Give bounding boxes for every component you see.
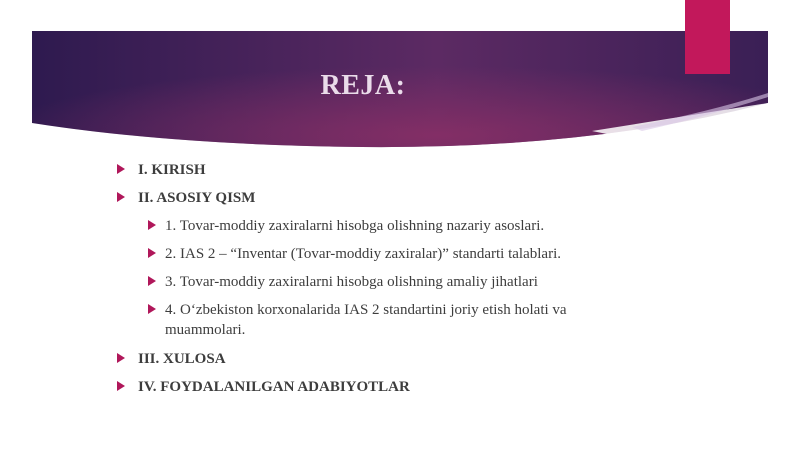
triangle-bullet-icon xyxy=(148,248,156,258)
outline-item-text: I. KIRISH xyxy=(138,162,206,178)
outline-item xyxy=(117,160,206,180)
triangle-bullet-icon xyxy=(148,220,156,230)
triangle-bullet-icon xyxy=(148,276,156,286)
outline-item-text: II. ASOSIY QISM xyxy=(138,190,256,206)
outline-item-text: III. XULOSA xyxy=(138,351,226,367)
outline-item-text: 4. O‘zbekiston korxonalarida IAS 2 standartini joriy etish holati va muammolari. xyxy=(165,302,567,338)
triangle-bullet-icon xyxy=(117,353,125,363)
slide-title: REJA: xyxy=(320,70,406,101)
outline-item-text: 1. Tovar-moddiy zaxiralarni hisobga olishning nazariy asoslari. xyxy=(165,218,545,234)
outline-subitem xyxy=(148,300,628,340)
outline-item-text: 3. Tovar-moddiy zaxiralarni hisobga olishning amaliy jihatlari xyxy=(165,274,538,290)
outline-item-text: 2. IAS 2 – “Inventar (Tovar-moddiy zaxiralar)” standarti talablari. xyxy=(165,246,561,262)
triangle-bullet-icon xyxy=(117,381,125,391)
outline-subitem xyxy=(148,272,628,292)
outline-subitem xyxy=(148,216,628,236)
outline-item-text: IV. FOYDALANILGAN ADABIYOTLAR xyxy=(138,379,410,395)
outline-item xyxy=(117,377,410,397)
triangle-bullet-icon xyxy=(148,304,156,314)
triangle-bullet-icon xyxy=(117,164,125,174)
outline-item xyxy=(117,349,226,369)
outline-item xyxy=(117,188,255,208)
outline-subitem xyxy=(148,244,628,264)
triangle-bullet-icon xyxy=(117,192,125,202)
